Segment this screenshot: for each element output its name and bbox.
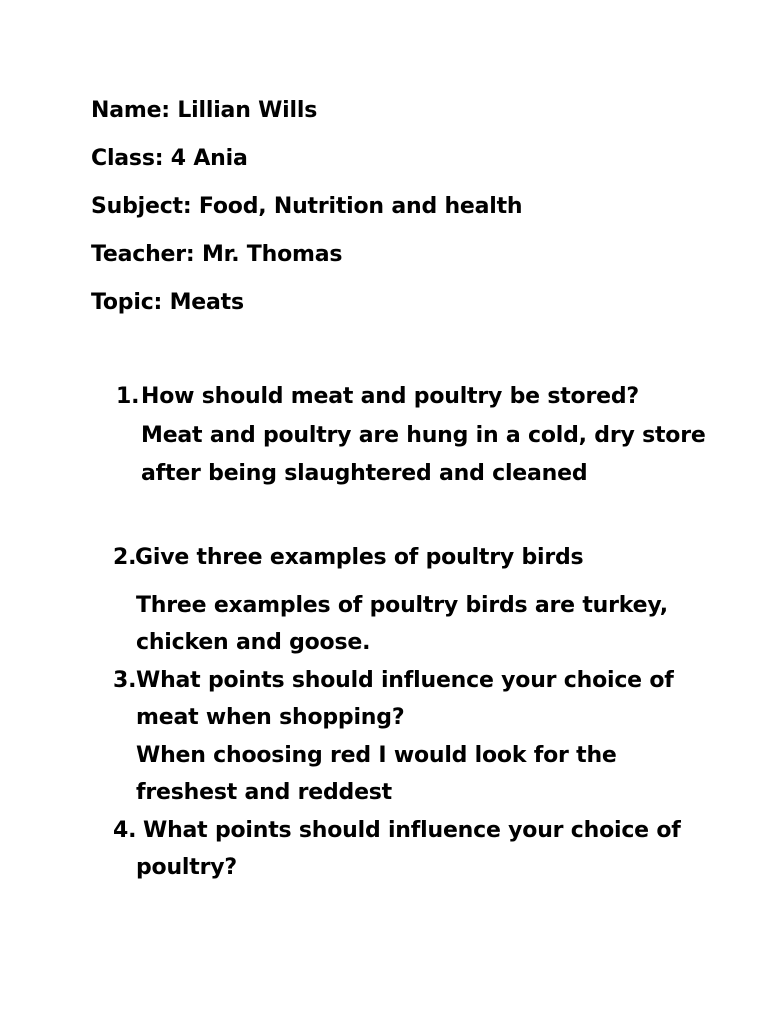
question-2-number: 2. [113, 545, 137, 570]
question-4-line-1: What points should influence your choice of [143, 818, 681, 843]
question-3-number: 3. [113, 668, 137, 693]
question-4-line-2: poultry? [136, 855, 237, 880]
question-1-text: How should meat and poultry be stored? [141, 384, 639, 409]
student-name: Name: Lillian Wills [91, 98, 318, 123]
teacher: Teacher: Mr. Thomas [91, 242, 343, 267]
answer-3-line-2: freshest and reddest [136, 780, 393, 805]
question-2-text: Give three examples of poultry birds [135, 545, 584, 570]
answer-3-line-1: When choosing red I would look for the [136, 743, 617, 768]
answer-2-line-1: Three examples of poultry birds are turkey, [136, 593, 668, 618]
question-4-number: 4. [113, 818, 137, 843]
question-3-line-2: meat when shopping? [136, 705, 405, 730]
topic: Topic: Meats [91, 290, 244, 315]
student-class: Class: 4 Ania [91, 146, 248, 171]
question-3-line-1: What points should influence your choice of [136, 668, 674, 693]
answer-1-line-2: after being slaughtered and cleaned [141, 461, 588, 486]
question-1-number: 1. [116, 384, 140, 409]
subject: Subject: Food, Nutrition and health [91, 194, 523, 219]
answer-1-line-1: Meat and poultry are hung in a cold, dry store [141, 423, 706, 448]
answer-2-line-2: chicken and goose. [136, 630, 371, 655]
